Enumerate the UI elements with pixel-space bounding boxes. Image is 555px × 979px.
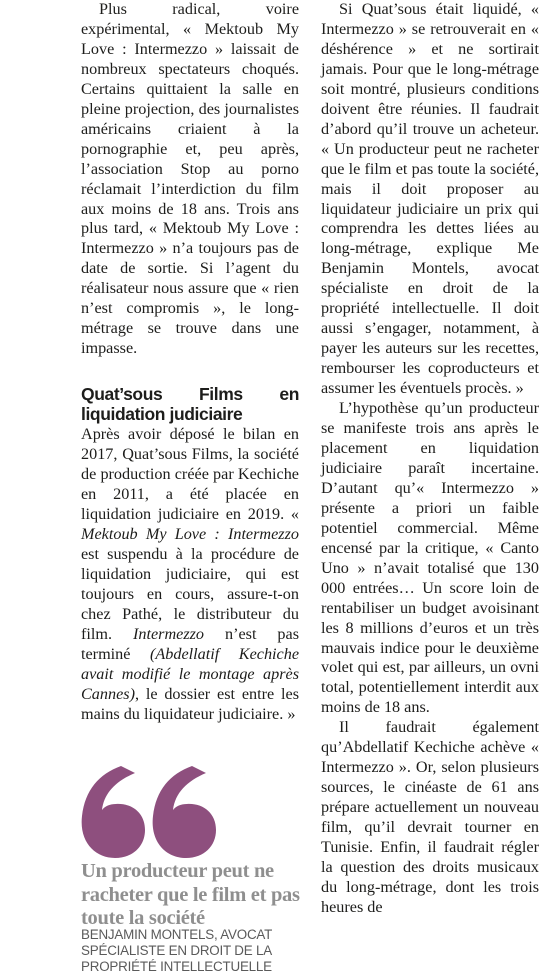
aside-italic: (Abdellatif Kechiche avait modifié le montage après Cannes)	[81, 644, 299, 703]
article-column-left	[81, 0, 299, 724]
article-paragraph: Si Quat’sous était liquidé, « Intermezzo » se retrouverait en « déshérence » et ne sortirait jamais. Pour que le long-métrage soit montré, plusieurs conditions doivent être réunies. Il faudrait d’abord qu’il trouve un acheteur. « Un producteur peut ne racheter que le film et pas toute la société, mais il doit proposer au liquidateur judiciaire un prix qui comprendra les dettes liées au long-métrage, explique Me Benjamin Montels, avocat spécialiste en droit de la propriété intellectuelle. Il doit aussi s’engager, notamment, à payer les auteurs sur les recettes, rembourser les coproducteurs et assumer les éventuels procès. »	[321, 0, 539, 398]
article-paragraph: Il faudrait également qu’Abdellatif Kechiche achève « Intermezzo ». Or, selon plusieurs sources, le cinéaste de 61 ans prépare actuellement un nouveau film, qu’il devrait tourner en Tunisie. Enfin, il faudrait régler la question des droits musicaux du long-métrage, dont les trois heures de	[321, 718, 539, 916]
article-paragraph: Plus radical, voire expérimental, « Mektoub My Love : Intermezzo » laissait de nombreux spectateurs choqués. Certains quittaient la salle en pleine projection, des journalistes américains criaient à la pornographie et, peu après, l’association Stop au porno réclamait l’interdiction du film aux moins de 18 ans. Trois ans plus tard, « Mektoub My Love : Intermezzo » n’a toujours pas de date de sortie. Si l’agent du réalisateur nous assure que « rien n’est compromis », le long-métrage se trouve dans une impasse.	[81, 0, 299, 358]
article-column-right	[321, 0, 539, 918]
quotation-marks-icon	[81, 766, 229, 862]
film-title-italic: Intermezzo	[132, 624, 205, 643]
article-paragraph: L’hypothèse qu’un producteur se manifeste trois ans après le placement en liquidation judiciaire paraît incertaine. D’autant qu’« Intermezzo » présente a priori un faible potentiel commercial. Même encensé par la critique, « Canto Uno » n’avait totalisé que 130 000 entrées… Un score loin de rentabiliser un budget avoisinant les 8 millions d’euros et un très mauvais indice pour le deuxième volet qui est, par ailleurs, un ovni total, potentiellement interdit aux moins de 18 ans.	[321, 399, 539, 717]
section-subheading: Quat’sous Films en liquidation judiciaire	[81, 384, 299, 424]
article-paragraph	[81, 425, 299, 724]
text-run: Après avoir déposé le bilan en 2017, Quat’sous Films, la société de production créée par Kechiche en 2011, a été placée en liquidation judiciaire en 2019. «	[81, 425, 299, 523]
pull-quote-text: Un producteur peut ne racheter que le film et pas toute la société	[81, 860, 300, 929]
film-title-italic: Mektoub My Love : Intermezzo	[81, 524, 299, 543]
text-run: est suspendu à la procédure de liquidation judiciaire, qui est toujours en cours, assure-t-on chez Pathé, le distributeur du film.	[81, 544, 299, 643]
pull-quote-attribution: BENJAMIN MONTELS, AVOCAT SPÉCIALISTE EN DROIT DE LA PROPRIÉTÉ INTELLECTUELLE	[81, 927, 272, 974]
text-run: n’est pas terminé	[81, 624, 299, 663]
text-run: , le dossier est entre les mains du liquidateur judiciaire. »	[81, 684, 299, 723]
